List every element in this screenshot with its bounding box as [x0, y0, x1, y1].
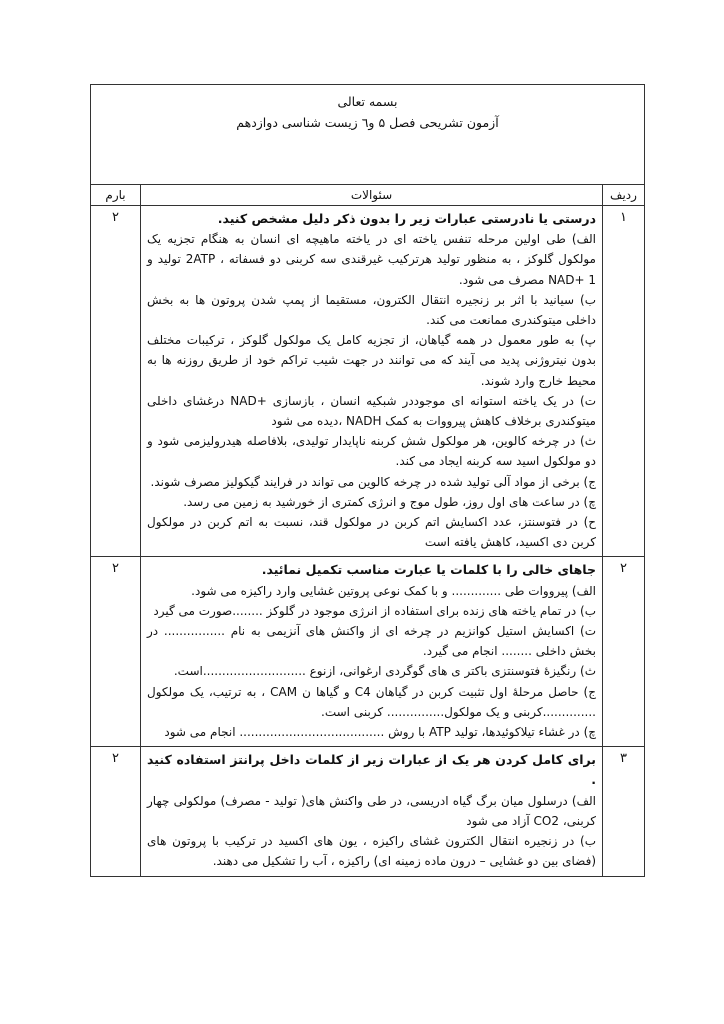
exam-title: آزمون تشریحی فصل ۵ و٦ زیست شناسی دوازدهم	[236, 115, 499, 130]
question-body	[141, 557, 603, 747]
question-score: ۲	[91, 206, 141, 557]
question-title: جاهای خالی را با کلمات یا عبارت مناسب تکمیل نمائید.	[261, 562, 596, 578]
question-item: ب) سیانید با اثر بر زنجیره انتقال الکترون، مستقیما از پمپ شدن پروتون ها به بخش داخلی میتوکندری ممانعت می کند.	[147, 292, 596, 328]
question-item: ج) حاصل مرحلۀ اول تثبیت کربن در گیاهان C4 و گیاها ن CAM ، به ترتیب، یک مولکول ..............کربنی و یک مولکول............... کربنی است.	[147, 684, 596, 719]
question-item: ج) برخی از مواد آلی تولید شده در چرخه کالوین می تواند در فرایند گیکولیز مصرف شوند.	[150, 474, 596, 489]
question-score: ۲	[91, 557, 141, 747]
column-header-barem: بارم	[91, 185, 141, 206]
exam-table	[90, 84, 645, 877]
question-row	[91, 747, 645, 876]
question-body	[141, 747, 603, 876]
question-score: ۲	[91, 747, 141, 876]
column-header-questions: سئوالات	[141, 185, 603, 206]
question-item: چ) در ساعت های اول روز، طول موج و انرژی کمتری از خورشید به زمین می رسد.	[183, 494, 596, 509]
question-item: الف) پیرووات طی ............. و با کمک نوعی پروتین غشایی وارد راکیزه می شود.	[191, 583, 596, 598]
question-item: ح) در فتوسنتز، عدد اکسایش اتم کربن در مولکول قند، نسبت به اتم کربن در مولکول کربن دی اکسید، کاهش یافته است	[147, 515, 596, 550]
question-title: برای کامل کردن هر یک از عبارات زیر از کلمات داخل پرانتز استفاده کنید .	[147, 752, 596, 788]
bismillah: بسمه تعالی	[337, 94, 398, 109]
question-title: درستی یا نادرستی عبارات زیر را بدون ذکر دلیل مشخص کنید.	[217, 211, 596, 226]
question-item: ب) در تمام یاخته های زنده برای استفاده از انرژی موجود در گلوکز ........صورت می گیرد	[153, 603, 596, 618]
question-item: پ) به طور معمول در همه گیاهان، از تجزیه کامل یک مولکول گلوکز ، ترکیبات مختلف بدون نیتروژنی پدید می آیند که می توانند در جهت شیب تراکم خود از طریق روزنه ها به محیط خارج وارد شوند.	[147, 333, 596, 388]
exam-header	[91, 85, 645, 185]
question-row	[91, 206, 645, 557]
question-item: الف) درسلول میان برگ گیاه ادریسی، در طی واکنش های( تولید - مصرف) مولکولی چهار کربنی، CO2 آزاد می شود	[147, 793, 596, 828]
exam-page	[90, 84, 645, 877]
question-number: ۳	[603, 747, 645, 876]
question-item: ث) در چرخه کالوین، هر مولکول شش کربنه ناپایدار تولیدی، بلافاصله هیدرولیزمی شود و دو مولکول اسید سه کربنه ایجاد می کند.	[147, 434, 596, 469]
question-item: چ) در غشاء تیلاکوئیدها، تولید ATP با روش ...................................... انجام می شود	[164, 725, 596, 740]
question-item: ب) در زنجیره انتقال الکترون غشای راکیزه ، یون های اکسید در ترکیب با پروتون های (فضای بین دو غشایی – درون ماده زمینه ای) راکیزه ، آب را تشکیل می دهند.	[147, 834, 596, 869]
question-row	[91, 557, 645, 747]
header-row	[91, 85, 645, 185]
question-number: ۲	[603, 557, 645, 747]
question-item: ت) اکسایش استیل کوانزیم در چرخه ای از واکنش های آنزیمی به نام ................ در بخش داخلی ........ انجام می گیرد.	[147, 624, 596, 659]
question-item: ث) رنگیزۀ فتوسنتزی باکتر ی های گوگردی ارغوانی، ازنوع ...........................است.	[173, 664, 596, 679]
column-header-row	[91, 185, 645, 206]
question-item: ت) در یک یاخته استوانه ای موجوددر شبکیه انسان ، بازسازی +NAD درغشای داخلی میتوکندری برخلاف کاهش پیرووات به کمک NADH ،دیده می شود	[147, 393, 596, 429]
question-item: الف) طی اولین مرحله تنفس یاخته ای در یاخته ماهیچه ای انسان به هنگام تجزیه یک مولکول گلوکز ، به منظور تولید هرترکیب غیرقندی سه کربنی دو فسفاته ، 2ATP تولید و NAD+ 1 مصرف می شود.	[147, 232, 596, 287]
question-number: ۱	[603, 206, 645, 557]
column-header-radif: ردیف	[603, 185, 645, 206]
question-body	[141, 206, 603, 557]
